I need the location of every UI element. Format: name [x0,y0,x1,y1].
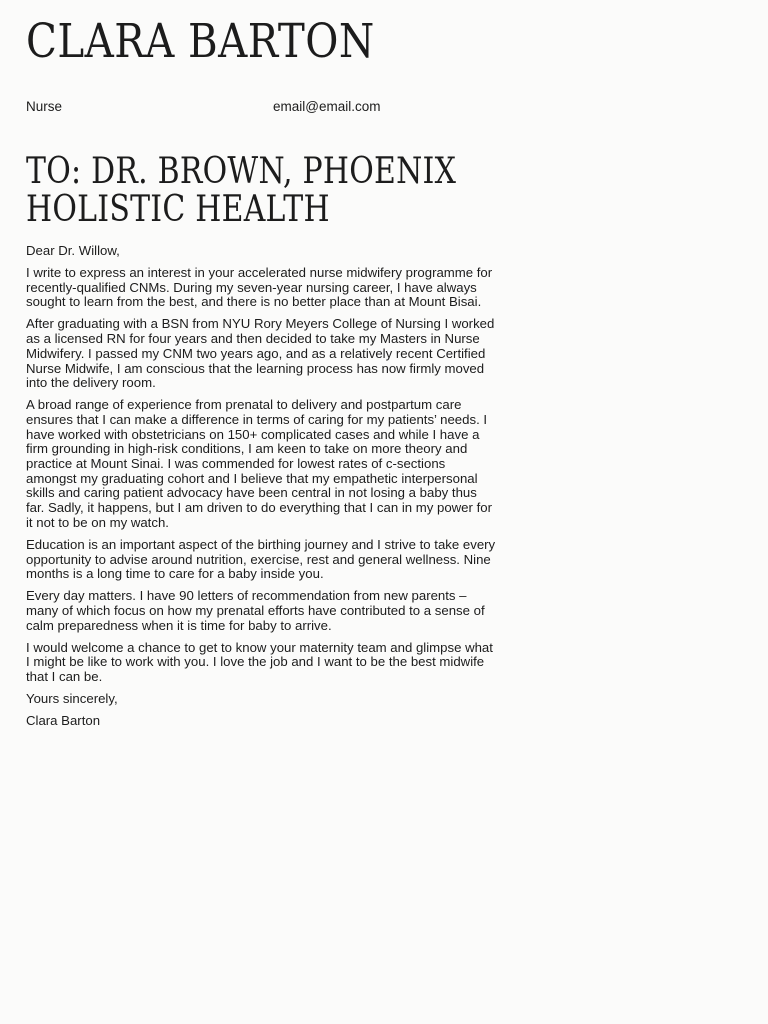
job-title: Nurse [26,99,63,114]
letter-paragraph: Every day matters. I have 90 letters of recommendation from new parents – many of which focus on how my prenatal efforts have contributed to a sense of calm preparedness when it is time for baby to arrive. [26,588,485,633]
recipient-line-1: TO: DR. BROWN, PHOENIX [26,149,457,192]
letter-paragraph: I would welcome a chance to get to know your maternity team and glimpse what I might be like to work with you. I love the job and I want to be the best midwife that I can be. [26,639,493,685]
signature-name: Clara Barton [26,713,101,729]
letter-paragraph: After graduating with a BSN from NYU Rory Meyers College of Nursing I worked as a licensed RN for four years and then decided to take my Masters in Nurse Midwifery. I passed my CNM two years ago, and as a relatively recent Certified Nurse Midwife, I am conscious that the learning process has now firmly moved into the delivery room. [26,316,495,391]
letter-paragraph: Education is an important aspect of the birthing journey and I strive to take every opportunity to advise around nutrition, exercise, rest and general wellness. Nine months is a long time to care for a baby inside you. [26,536,496,582]
recipient-line-2: HOLISTIC HEALTH [26,187,330,230]
letter-paragraph: I write to express an interest in your accelerated nurse midwifery programme for recently-qualified CNMs. During my seven-year nursing career, I have always sought to learn from the best, and there is no better place than at Mount Bisai. [26,265,493,310]
salutation: Dear Dr. Willow, [26,243,120,258]
letter-paragraph: A broad range of experience from prenatal to delivery and postpartum care ensures that I can make a difference in terms of caring for my patients’ needs. I have worked with obstetricians on 150+ complicated cases and while I have a firm grounding in high-risk conditions, I am keen to take on more theory and practice at Mount Sinai. I was commended for lowest rates of c-sections amongst my graduating cohort and I believe that my empathetic interpersonal skills and caring patient advocacy have been central in not losing a baby thus far. Sadly, it happens, but I am driven to do everything that I can in my power for it not to be on my watch. [26,397,492,530]
recipient-heading [26,149,469,230]
email-address: email@email.com [273,99,381,114]
letter-body [26,244,496,736]
applicant-name: CLARA BARTON [26,14,375,69]
closing: Yours sincerely, [26,691,118,707]
